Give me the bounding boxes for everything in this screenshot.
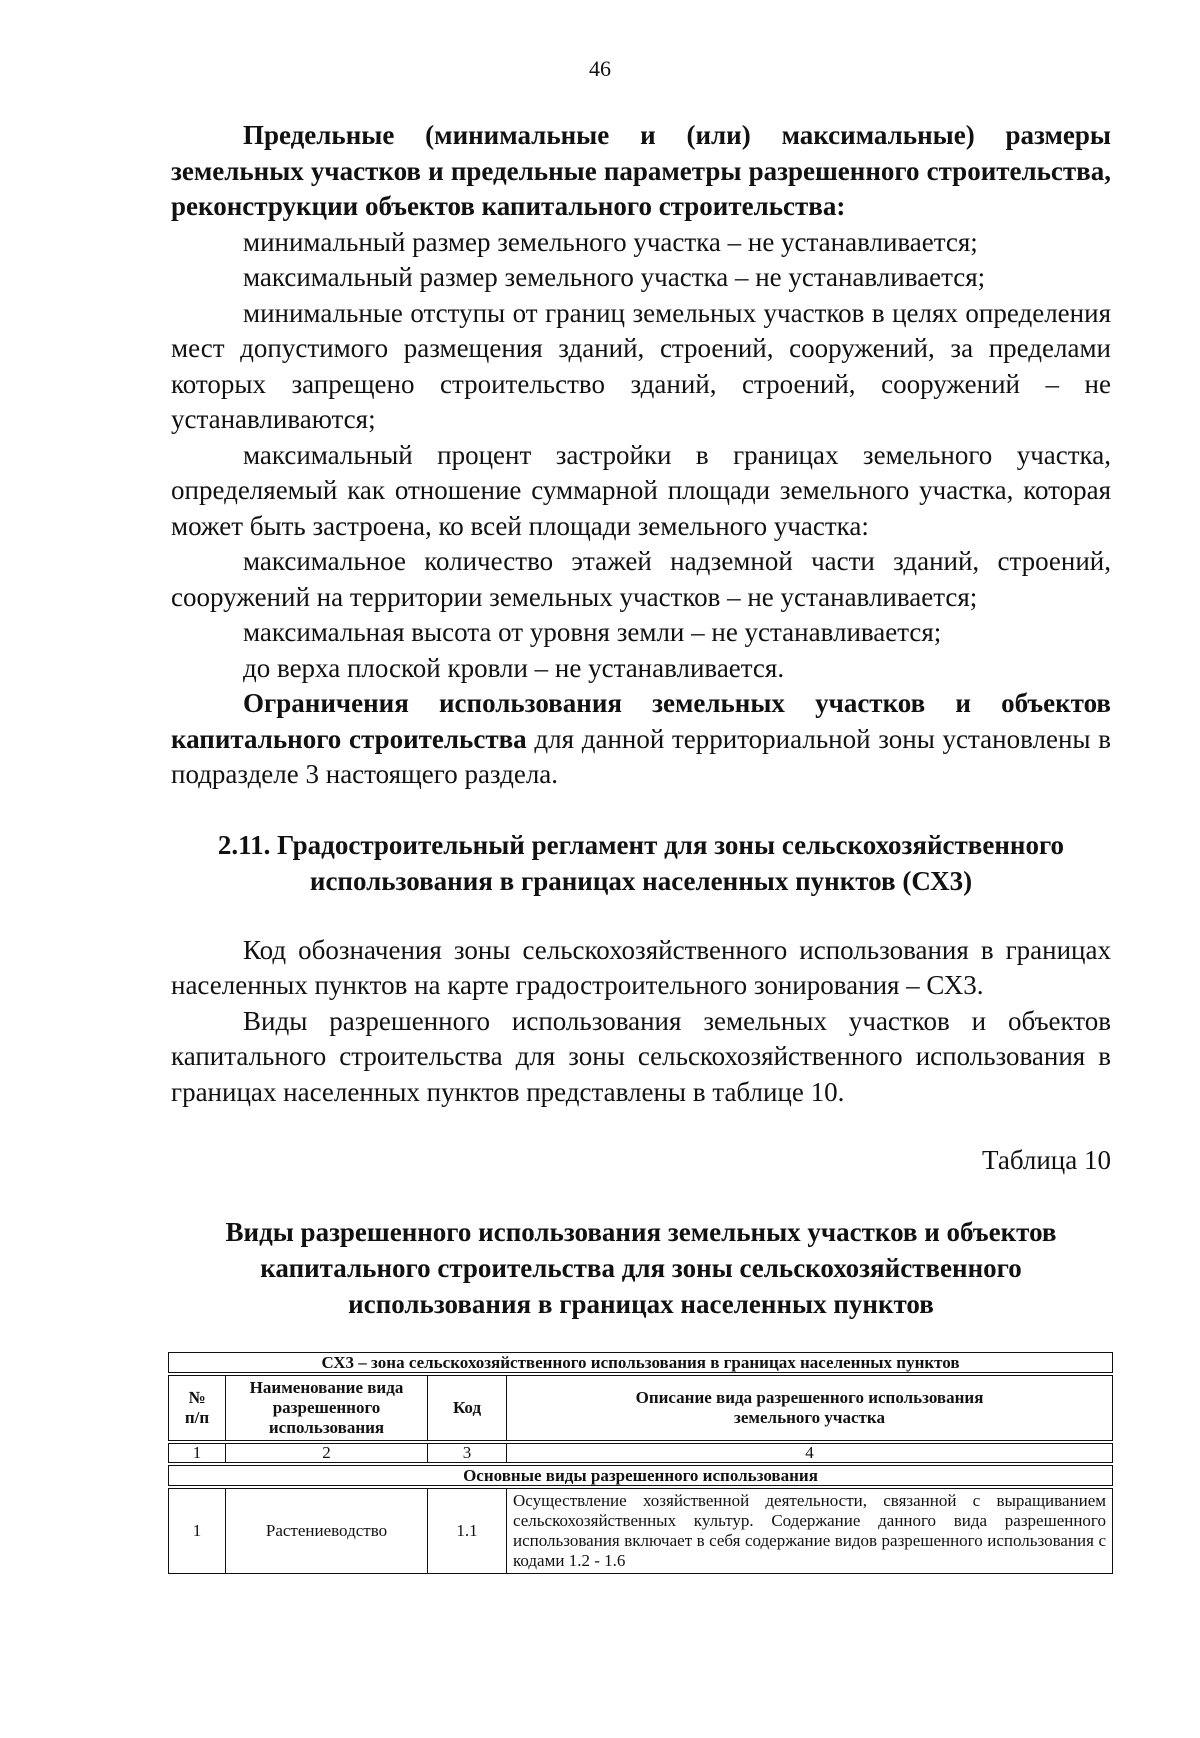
group-row (169, 1464, 1113, 1487)
section-title: 2.11. Градостроительный регламент для зоны сельскохозяйственного использования в границах населенных пунктов (СХ3) (217, 829, 1065, 896)
col-number-4: 4 (507, 1442, 1113, 1464)
limits-heading: Предельные (минимальные и (или) максимальные) размеры земельных участков и предельные параметры разрешенного строительства, реконструкции объектов капитального строительства: (171, 120, 1111, 221)
table-row (169, 1487, 1113, 1574)
col-number-1: 1 (169, 1442, 226, 1464)
zone-header-cell: СХ3 – зона сельскохозяйственного использования в границах населенных пунктов (169, 1353, 1113, 1375)
zone-header-row (169, 1353, 1113, 1375)
page-number: 46 (589, 56, 611, 81)
restrictions-bold: Ограничения использования земельных участков и объектов капитального строительства (171, 688, 1111, 754)
table-label: Таблица 10 (982, 1145, 1111, 1175)
page-content (171, 118, 1111, 1574)
limits-item-setbacks: минимальные отступы от границ земельных участков в целях определения мест допустимого размещения зданий, строений, сооружений, за пределами которых запрещено строительство зданий, строений, сооружений – не устанавливаются; (171, 297, 1111, 434)
col-header-name: Наименование вида разрешенного использования (226, 1374, 428, 1442)
table-intro-paragraph: Виды разрешенного использования земельных участков и объектов капитального строительства для зоны сельскохозяйственного использования в границах населенных пунктов представлены в таблице 10. (171, 1005, 1111, 1107)
limits-item-min-size: минимальный размер земельного участка – не устанавливается; (243, 226, 978, 257)
table-title: Виды разрешенного использования земельных участков и объектов капитального строительства для зоны сельскохозяйственного использования в границах населенных пунктов (225, 1217, 1057, 1319)
row-name: Растениеводство (226, 1487, 428, 1574)
permitted-uses-table (168, 1352, 1113, 1574)
row-number: 1 (169, 1487, 226, 1574)
col-header-code: Код (428, 1374, 507, 1442)
restrictions-rest: для данной территориальной зоны установлены в подразделе 3 настоящего раздела. (171, 723, 1111, 789)
limits-item-roof: до верха плоской кровли – не устанавливается. (243, 652, 785, 683)
zone-code-paragraph: Код обозначения зоны сельскохозяйственного использования в границах населенных пунктов на карте градостроительного зонирования – СХ3. (171, 934, 1111, 1000)
col-header-description: Описание вида разрешенного использования земельного участка (507, 1374, 1113, 1442)
col-number-2: 2 (226, 1442, 428, 1464)
limits-item-max-size: максимальный размер земельного участка – не устанавливается; (243, 262, 986, 292)
col-number-3: 3 (428, 1442, 507, 1464)
column-number-row (169, 1442, 1113, 1464)
column-header-row (169, 1374, 1113, 1442)
limits-item-coverage: максимальный процент застройки в границах земельного участка, определяемый как отношение суммарной площади земельного участка, которая может быть застроена, ко всей площади земельного участка: (171, 439, 1111, 541)
col-header-number: № п/п (169, 1374, 226, 1442)
row-code: 1.1 (428, 1487, 507, 1574)
limits-item-height: максимальная высота от уровня земли – не устанавливается; (243, 617, 942, 647)
limits-item-floors: максимальное количество этажей надземной части зданий, строений, сооружений на территории земельных участков – не устанавливается; (171, 546, 1111, 612)
restrictions-paragraph (171, 686, 1111, 793)
row-description: Осуществление хозяйственной деятельности, связанной с выращиванием сельскохозяйственных культур. Содержание данного вида разрешенного использования включает в себя содержание видов разрешенного использования с кодами 1.2 - 1.6 (507, 1487, 1113, 1574)
group-header-cell: Основные виды разрешенного использования (169, 1464, 1113, 1487)
